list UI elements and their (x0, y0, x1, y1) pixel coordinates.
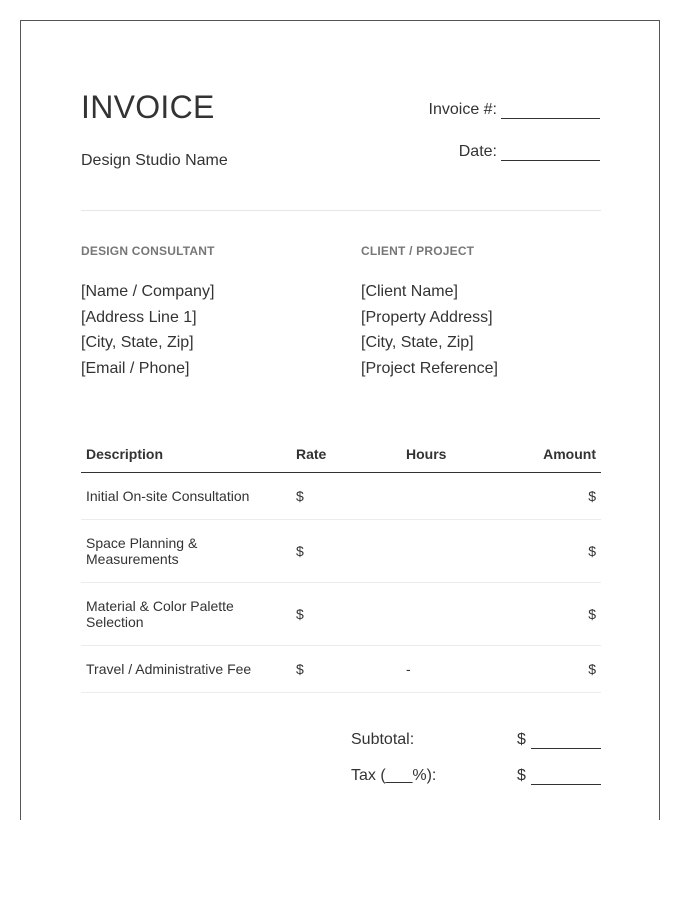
invoice-number-label: Invoice #: (428, 101, 497, 118)
row-amount[interactable]: $ (588, 661, 596, 677)
table-row (81, 473, 601, 520)
row-amount[interactable]: $ (588, 543, 596, 559)
row-description: Material & Color Palette Selection (86, 598, 234, 630)
date-label: Date: (458, 143, 497, 160)
table-header (81, 433, 601, 473)
client-heading: CLIENT / PROJECT (361, 244, 475, 258)
row-description: Initial On-site Consultation (86, 488, 250, 504)
client-details (361, 279, 498, 381)
invoice-number-blank[interactable] (501, 104, 600, 119)
table-row (81, 583, 601, 646)
invoice-title: INVOICE (81, 89, 215, 125)
row-rate[interactable]: $ (296, 606, 304, 622)
row-hours[interactable]: - (406, 661, 411, 677)
row-amount[interactable]: $ (588, 606, 596, 622)
client-reference: [Project Reference] (361, 359, 498, 377)
studio-name: Design Studio Name (81, 152, 228, 169)
client-name: [Client Name] (361, 283, 458, 300)
consultant-name: [Name / Company] (81, 283, 215, 300)
column-header-hours: Hours (406, 446, 447, 462)
date-blank[interactable] (501, 146, 600, 161)
row-rate[interactable]: $ (296, 488, 304, 504)
table-row (81, 646, 601, 693)
client-address: [Property Address] (361, 308, 493, 326)
column-header-amount: Amount (543, 446, 596, 462)
consultant-contact: [Email / Phone] (81, 359, 190, 377)
row-description: Space Planning & Measurements (86, 535, 198, 567)
row-rate[interactable]: $ (296, 543, 304, 559)
invoice-sheet (20, 20, 660, 820)
row-description: Travel / Administrative Fee (86, 661, 252, 677)
consultant-details (81, 279, 214, 381)
subtotal-label: Subtotal: (351, 731, 415, 748)
header-divider (81, 210, 601, 211)
subtotal-blank[interactable] (531, 733, 601, 749)
row-amount[interactable]: $ (588, 488, 596, 504)
tax-blank[interactable] (531, 769, 601, 785)
client-city: [City, State, Zip] (361, 334, 474, 351)
table-row (81, 520, 601, 583)
tax-row (351, 767, 601, 787)
consultant-address: [Address Line 1] (81, 308, 197, 326)
consultant-heading: DESIGN CONSULTANT (81, 244, 215, 258)
tax-label: Tax (___%): (351, 767, 437, 784)
consultant-city: [City, State, Zip] (81, 334, 194, 351)
invoice-number-field[interactable] (429, 101, 600, 119)
column-header-description: Description (86, 446, 164, 462)
row-rate[interactable]: $ (296, 661, 304, 677)
subtotal-row (351, 731, 601, 751)
tax-currency: $ (517, 767, 526, 784)
date-field[interactable] (459, 143, 600, 161)
column-header-rate: Rate (296, 446, 327, 462)
line-items-table (81, 433, 601, 693)
subtotal-currency: $ (517, 731, 526, 748)
